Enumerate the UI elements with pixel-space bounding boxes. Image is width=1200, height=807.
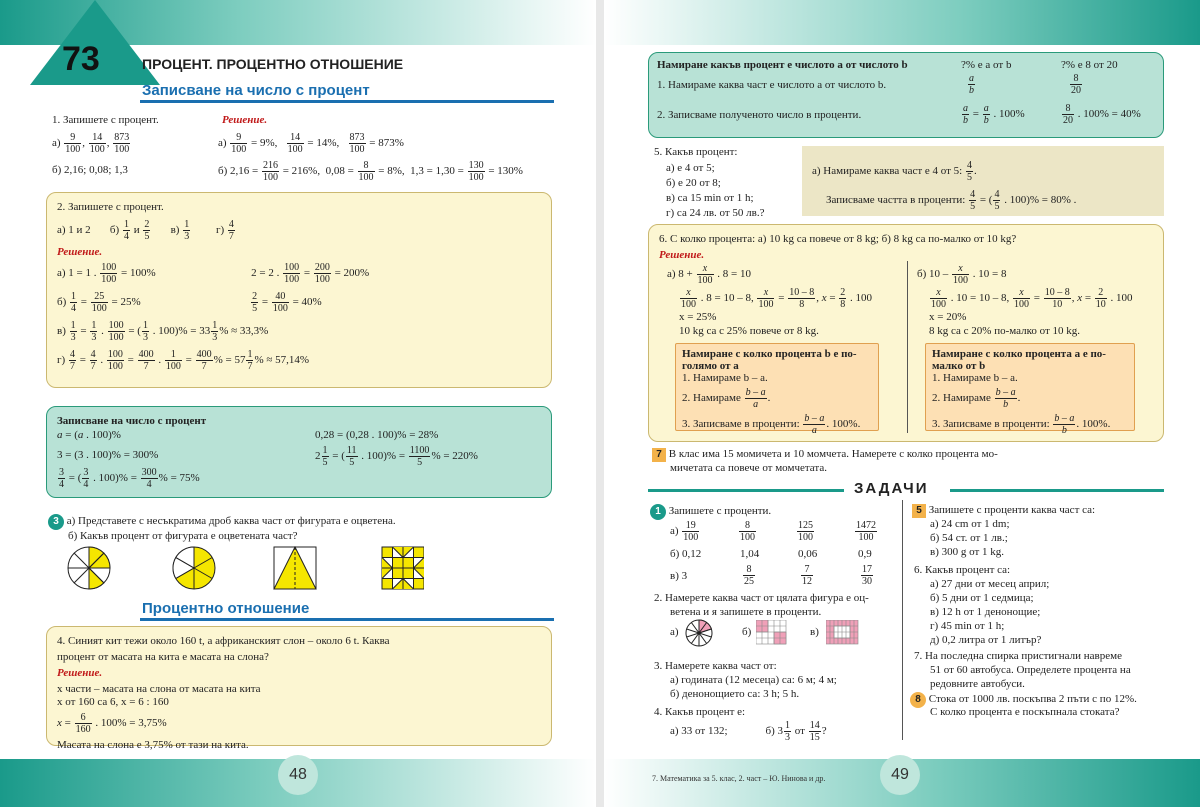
ex6-b-line2: $\frac{x}{100}$ . 10 = 10 – 8, $\frac{x}{100}$ = $\frac{10 - 8}{10}$ , x = $\frac{2}{10}$ . 100 xyxy=(931,287,1133,310)
method-step1: 1. Намираме каква част е числото a от числото b. xyxy=(657,79,887,91)
zadachi-heading: ЗАДАЧИ xyxy=(854,480,929,497)
ex6-b-line1: б) 10 – $\frac{x}{100}$ . 10 = 8 xyxy=(917,263,1007,286)
ex7-line2: мичетата са повече от момчетата. xyxy=(670,462,827,474)
ex7-line1: В клас има 15 момичета и 10 момчета. Намерете с колко процента мо- xyxy=(668,448,998,460)
task5-a: а) 24 cm от 1 dm; xyxy=(930,518,1010,530)
task5-prompt: Запишете с проценти каква част са: xyxy=(928,504,1096,516)
ex5-item-d: г) са 24 лв. от 50 лв.? xyxy=(666,207,765,219)
task1-b4: 0,9 xyxy=(858,548,872,560)
task4-line2: а) 33 от 132; б) 3 $\frac{1}{3}$ от $\frac{14}{15}$ ? xyxy=(670,720,827,743)
task8-badge: 8 xyxy=(910,692,926,708)
task7-line1: 7. На последна спирка пристигнали навреме xyxy=(914,650,1122,662)
ex1-sol-a: а) $\frac{9}{100}$ = 9%, $\frac{14}{100}$ = 14%, $\frac{873}{100}$ = 873% xyxy=(218,132,404,155)
task3-line3: б) денонощието са: 3 h; 5 h. xyxy=(670,688,800,700)
task8-line1: Стока от 1000 лв. поскъпва 2 пъти с по 12%. xyxy=(928,693,1137,705)
figure-circle-sixths xyxy=(173,547,215,589)
page-number-right: 49 xyxy=(880,755,920,795)
ex6-box-a-title: Намиране с колко процента b е по-голямо от a xyxy=(682,348,857,372)
task4-line1: 4. Какъв процент е: xyxy=(654,706,746,718)
task1-c2: $\frac{8}{25}$ xyxy=(744,564,754,587)
ex6-box-a xyxy=(675,343,879,436)
rule-line-3: 3 = (3 . 100)% = 300% xyxy=(57,449,159,461)
ex2-sol-d: г) $\frac{4}{7}$ = $\frac{4}{7}$ . $\frac{100}{100}$ = $\frac{400}{7}$ . $\frac{1}{100}$ = $\frac{400}{7}$ % = 57 $\frac{1}{7}$ % ≈ 57,14% xyxy=(57,349,310,372)
ex1-prompt: 1. Запишете с процент. xyxy=(52,114,159,126)
ex5-sol2: Записваме частта в проценти: $\frac{4}{5}$ = ( $\frac{4}{5}$ . 100)% = 80% . xyxy=(826,189,1077,212)
ex5-prompt: 5. Какъв процент: xyxy=(654,146,738,158)
method-col2-head: ?% е a от b xyxy=(961,59,1012,71)
ex4-solution-label: Решение. xyxy=(57,667,103,679)
task1-a2: $\frac{8}{100}$ xyxy=(740,520,755,543)
task1-b2: 1,04 xyxy=(740,548,760,560)
ex4-line1: 4. Синият кит тежи около 160 t, а африканският слон – около 6 t. Каква xyxy=(57,635,390,647)
ex7-badge: 7 xyxy=(652,448,666,462)
right-page xyxy=(604,0,1200,807)
subtitle-write-percent: Записване на число с процент xyxy=(142,82,370,99)
task3-line1: 3. Намерете каква част от: xyxy=(654,660,777,672)
task1-c4: $\frac{17}{30}$ xyxy=(862,564,872,587)
task1-prompt: Запишете с проценти. xyxy=(668,505,772,517)
ex5-solution-box xyxy=(802,146,1164,216)
task5-c: в) 300 g от 1 kg. xyxy=(930,546,1005,558)
task6-a: а) 27 дни от месец април; xyxy=(930,578,1050,590)
task6-c: в) 12 h от 1 денонощие; xyxy=(930,606,1041,618)
ex6-box-b xyxy=(925,343,1135,436)
task6-e: д) 0,2 литра от 1 литър? xyxy=(930,634,1042,646)
top-band-right xyxy=(604,0,1200,45)
task7-line3: редовните автобуси. xyxy=(930,678,1025,690)
task2-label-b: б) xyxy=(742,626,752,638)
lesson-number: 73 xyxy=(62,40,100,78)
task1-c1: в) 3 xyxy=(670,570,688,582)
task2-grid-b xyxy=(756,620,788,646)
ex6-box-b-step2: 2. Намираме $\frac{b - a}{b}$ . xyxy=(932,387,1021,410)
ex2-options: а) 1 и 2 б) $\frac{1}{4}$ и $\frac{2}{5}$ в) $\frac{1}{3}$ г) $\frac{4}{7}$ xyxy=(57,219,234,242)
task2-label-c: в) xyxy=(810,626,819,638)
task1-b1: б) 0,12 xyxy=(670,548,702,560)
task2-line1: 2. Намерете каква част от цялата фигура е оц- xyxy=(654,592,869,604)
zadachi-line-left xyxy=(648,489,844,492)
rule-line-028: 0,28 = (0,28 . 100)% = 28% xyxy=(315,429,439,441)
book-gutter xyxy=(596,0,604,807)
ex6-a-line1: а) 8 + $\frac{x}{100}$ . 8 = 10 xyxy=(667,263,751,286)
ex6-b-line4: 8 kg са с 20% по-малко от 10 kg. xyxy=(929,325,1081,337)
ex1-a: а) $\frac{9}{100}$ , $\frac{14}{100}$ , $\frac{873}{100}$ xyxy=(52,132,130,155)
task2-grid-c xyxy=(826,620,860,646)
ex2-prompt: 2. Запишете с процент. xyxy=(57,201,164,213)
method-step1-c3: $\frac{8}{20}$ xyxy=(1071,73,1081,96)
rule-line-general: a = (a . 100)% xyxy=(57,429,121,441)
task5-b: б) 54 ст. от 1 лв.; xyxy=(930,532,1008,544)
ex3-figures xyxy=(64,544,424,594)
task6-d: г) 45 min от 1 h; xyxy=(930,620,1005,632)
ex6-box-a-step1: 1. Намираме b – a. xyxy=(682,372,768,384)
task1-badge: 1 xyxy=(650,504,666,520)
task2-label-a: а) xyxy=(670,626,679,638)
rule-line-3-4: $\frac{3}{4}$ = ( $\frac{3}{4}$ . 100)% = $\frac{300}{4}$ % = 75% xyxy=(59,467,200,490)
ex7 xyxy=(652,448,998,462)
task6-prompt: 6. Какъв процент са: xyxy=(914,564,1011,576)
ex1-solution-label: Решение. xyxy=(222,114,268,126)
subtitle-percent-ratio: Процентно отношение xyxy=(142,600,310,617)
task2-circle xyxy=(684,618,714,648)
ex3 xyxy=(48,514,396,530)
method-box xyxy=(648,52,1164,138)
ex6-prompt: 6. С колко процента: а) 10 kg са повече от 8 kg; б) 8 kg са по-малко от 10 kg? xyxy=(659,233,1017,245)
ex3-line2: б) Какъв процент от фигурата е оцветената част? xyxy=(68,530,298,542)
task1 xyxy=(650,504,771,520)
ex4-sol1: x части – масата на слона от масата на кита xyxy=(57,683,261,695)
ex4-line2: процент от масата на кита е масата на слона? xyxy=(57,651,269,663)
figure-square-triangle xyxy=(274,547,316,589)
subtitle2-underline xyxy=(140,618,554,621)
method-col3-head: ?% е 8 от 20 xyxy=(1061,59,1118,71)
lesson-title: ПРОЦЕНТ. ПРОЦЕНТНО ОТНОШЕНИЕ xyxy=(142,56,404,72)
tasks-divider xyxy=(902,500,903,740)
figure-circle-eighths xyxy=(68,547,110,589)
task1-row-a: а) $\frac{19}{100}$ xyxy=(670,520,699,543)
subtitle-underline xyxy=(140,100,554,103)
task5 xyxy=(912,504,1095,518)
zadachi-line-right xyxy=(950,489,1164,492)
ex6-b-line3: x = 20% xyxy=(929,311,967,323)
method-step2: 2. Записваме полученото число в проценти. xyxy=(657,109,862,121)
task8-line2: С колко процента е поскъпнала стоката? xyxy=(930,706,1120,718)
method-step2-c3: $\frac{8}{20}$ . 100% = 40% xyxy=(1063,103,1141,126)
ex5-item-a: а) е 4 от 5; xyxy=(666,162,715,174)
task6-b: б) 5 дни от 1 седмица; xyxy=(930,592,1034,604)
ex3-line1: а) Представете с несъкратима дроб каква част от фигурата е оцветена. xyxy=(66,515,396,527)
task1-b3: 0,06 xyxy=(798,548,818,560)
ex2-box xyxy=(46,192,552,388)
ex1-b: б) 2,16; 0,08; 1,3 xyxy=(52,164,128,176)
ex2-sol-a: а) 1 = 1 . $\frac{100}{100}$ = 100% 2 = 2 . $\frac{100}{100}$ = $\frac{200}{100}$ = 200% xyxy=(57,262,370,285)
page-number-left: 48 xyxy=(278,755,318,795)
left-page xyxy=(0,0,596,807)
ex5-sol1: а) Намираме каква част е 4 от 5: $\frac{4}{5}$ . xyxy=(812,160,977,183)
ex2-sol-b: б) $\frac{1}{4}$ = $\frac{25}{100}$ = 25% $\frac{2}{5}$ = $\frac{40}{100}$ = 40% xyxy=(57,291,322,314)
ex4-sol4: Масата на слона е 3,75% от тази на кита. xyxy=(57,739,249,751)
method-step1-c2: $\frac{a}{b}$ xyxy=(969,73,974,96)
task2-line2: ветена и я запишете в проценти. xyxy=(670,606,822,618)
ex1-sol-b: б) 2,16 = $\frac{216}{100}$ = 216%, 0,08 = $\frac{8}{100}$ = 8%, 1,3 = 1,30 = $\frac{130}{100}$ = 130% xyxy=(218,160,523,183)
rule-box-title: Записване на число с процент xyxy=(57,415,207,427)
ex2-solution-label: Решение. xyxy=(57,246,103,258)
task1-a3: $\frac{125}{100}$ xyxy=(798,520,813,543)
ex6-box-a-step3: 3. Записваме в проценти: $\frac{b - a}{a}$ . 100%. xyxy=(682,413,861,436)
ex6-solution-label: Решение. xyxy=(659,249,705,261)
ex6-box-a-step2: 2. Намираме $\frac{b - a}{a}$ . xyxy=(682,387,771,410)
ex5-item-c: в) са 15 min от 1 h; xyxy=(666,192,754,204)
ex6-divider xyxy=(907,261,908,433)
ex6-a-line4: 10 kg са с 25% повече от 8 kg. xyxy=(679,325,819,337)
footer-note: 7. Математика за 5. клас, 2. част – Ю. Нинова и др. xyxy=(652,774,826,783)
ex3-badge: 3 xyxy=(48,514,64,530)
ex4-sol3: x = $\frac{6}{160}$ . 100% = 3,75% xyxy=(57,712,167,735)
task3-line2: а) годината (12 месеца) са: 6 м; 4 м; xyxy=(670,674,837,686)
ex5-item-b: б) е 20 от 8; xyxy=(666,177,721,189)
rule-line-2-1-5: 2 $\frac{1}{5}$ = ( $\frac{11}{5}$ . 100)% = $\frac{1100}{5}$ % = 220% xyxy=(315,445,478,468)
task1-c3: $\frac{7}{12}$ xyxy=(802,564,812,587)
task7-line2: 51 от 60 автобуса. Определете процента на xyxy=(930,664,1131,676)
ex2-sol-c: в) $\frac{1}{3}$ = $\frac{1}{3}$ . $\frac{100}{100}$ = ( $\frac{1}{3}$ . 100)% = 33 $\frac{1}{3}$ % ≈ 33,3% xyxy=(57,320,269,343)
ex4-sol2: x от 160 са 6, x = 6 : 160 xyxy=(57,696,169,708)
ex6-a-line3: x = 25% xyxy=(679,311,717,323)
ex6-a-line2: $\frac{x}{100}$ . 8 = 10 – 8, $\frac{x}{100}$ = $\frac{10 - 8}{8}$ , x = $\frac{2}{8}$ . 100 xyxy=(681,287,873,310)
rule-box xyxy=(46,406,552,498)
figure-grid-square xyxy=(382,547,424,589)
ex4-box xyxy=(46,626,552,751)
task5-badge: 5 xyxy=(912,504,926,518)
task1-a4: $\frac{1472}{100}$ xyxy=(856,520,876,543)
method-title: Намиране какъв процент е числото a от числото b xyxy=(657,59,908,71)
ex6-box-b-title: Намиране с колко процента a е по-малко от b xyxy=(932,348,1106,372)
ex6-box-b-step3: 3. Записваме в проценти: $\frac{b - a}{b}$ . 100%. xyxy=(932,413,1111,436)
ex6-box xyxy=(648,224,1164,442)
ex6-box-b-step1: 1. Намираме b – a. xyxy=(932,372,1018,384)
method-step2-c2: $\frac{a}{b}$ = $\frac{a}{b}$ . 100% xyxy=(963,103,1025,126)
